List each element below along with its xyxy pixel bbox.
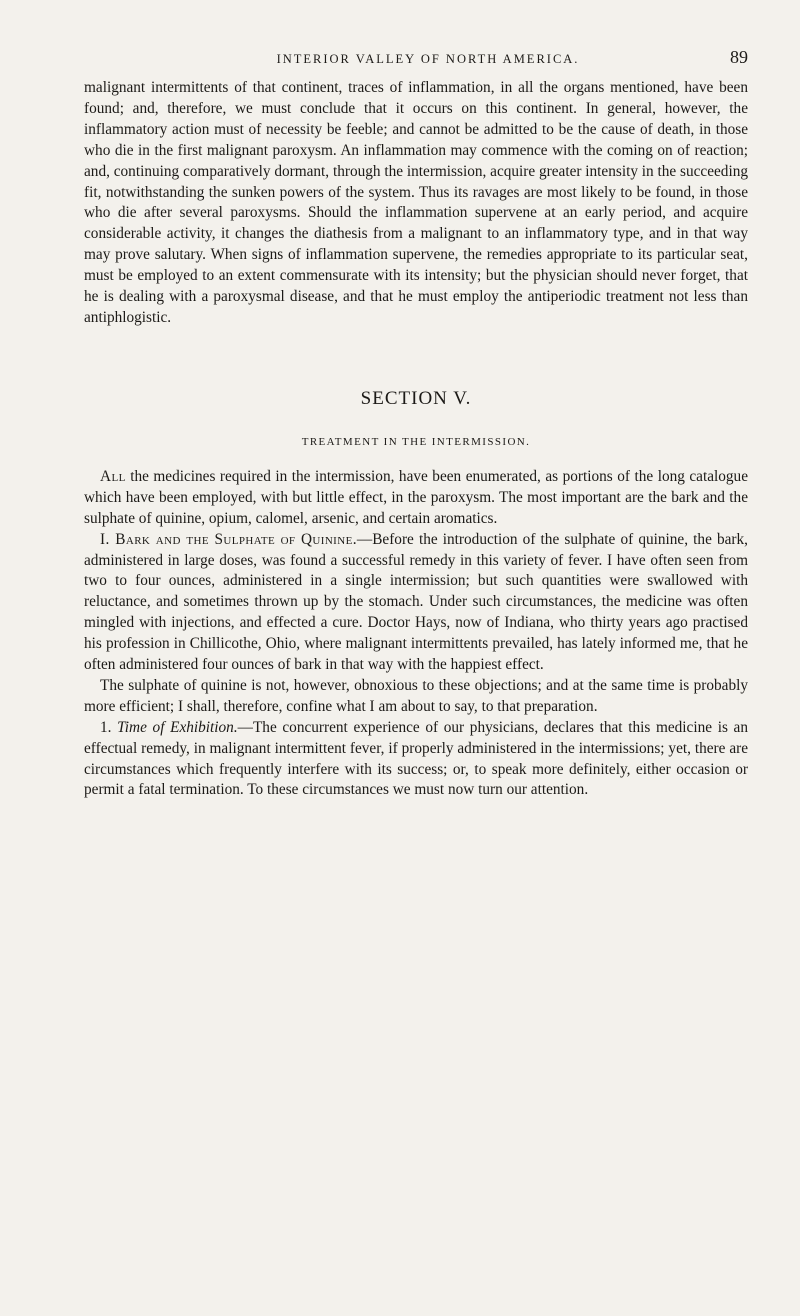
intro-lead-word: All <box>100 467 126 485</box>
page-number: 89 <box>730 47 748 67</box>
time-of-exhibition-heading: Time of Exhibition. <box>117 718 238 736</box>
bark-quinine-heading: I. Bark and the Sulphate of Quinine. <box>100 530 357 548</box>
time-of-exhibition-number: 1. <box>100 718 118 736</box>
intro-paragraph <box>84 467 748 530</box>
section-subtitle: TREATMENT IN THE INTERMISSION. <box>301 435 531 448</box>
sulphate-paragraph: The sulphate of quinine is not, however, obnoxious to these objections; and at the same time is probably more efficient; I shall, therefore, confine what I am about to say, to that preparation. <box>84 676 748 715</box>
bark-quinine-text: —Before the introduction of the sulphate of quinine, the bark, administered in large doses, was found a successful remedy in this variety of fever. I have often seen from two to four ounces, administered in a single intermission; but such quantities were swallowed with reluctance, and sometimes thrown up by the stomach. Under such circumstances, the medicine was often mingled with injections, and effected a cure. Doctor Hays, now of Indiana, who thirty years ago practised his profession in Chillicothe, Ohio, where malignant intermittents prevailed, has lately informed me, that he often administered four ounces of bark in that way with the happiest effect. <box>84 530 748 674</box>
continuation-paragraph: malignant intermittents of that continent, traces of inflammation, in all the organs mentioned, have been found; and, therefore, we must conclude that it occurs on this continent. In general, however, the inflammatory action must of necessity be feeble; and cannot be admitted to be the cause of death, in those who die in the first malignant paroxysm. An inflammation may commence with the coming on of reaction; and, continuing comparatively dormant, through the intermission, acquire greater intensity in the succeeding fit, notwithstanding the sunken powers of the system. Thus its ravages are most likely to be found, in those who die after several paroxysms. Should the inflammation supervene at an early period, and acquire considerable activity, it changes the diathesis from a malignant to an inflammatory type, and in that way may prove salutary. When signs of inflammation supervene, the remedies appropriate to its particular seat, must be employed to an extent commensurate with its intensity; but the physician should never forget, that he is dealing with a paroxysmal disease, and that he must employ the antiperiodic treatment not less than antiphlogistic. <box>84 79 748 326</box>
intro-text: the medicines required in the intermission, have been enumerated, as portions of the long catalogue which have been employed, with but little effect, in the paroxysm. The most important are the bark and the sulphate of quinine, opium, calomel, arsenic, and certain aromatics. <box>84 467 748 527</box>
running-title: INTERIOR VALLEY OF NORTH AMERICA. <box>276 52 580 66</box>
bark-quinine-paragraph <box>84 530 748 676</box>
time-of-exhibition-paragraph <box>84 718 748 802</box>
book-page <box>84 47 748 801</box>
section-title: SECTION V. <box>360 387 472 409</box>
time-of-exhibition-text: —The concurrent experience of our physicians, declares that this medicine is an effectual remedy, in malignant intermittent fever, if properly administered in the intermissions; yet, there are circumstances which frequently interfere with its success; or, to speak more definitely, either occasion or permit a fatal termination. To these circumstances we must now turn our attention. <box>84 718 748 799</box>
running-header <box>84 47 748 78</box>
